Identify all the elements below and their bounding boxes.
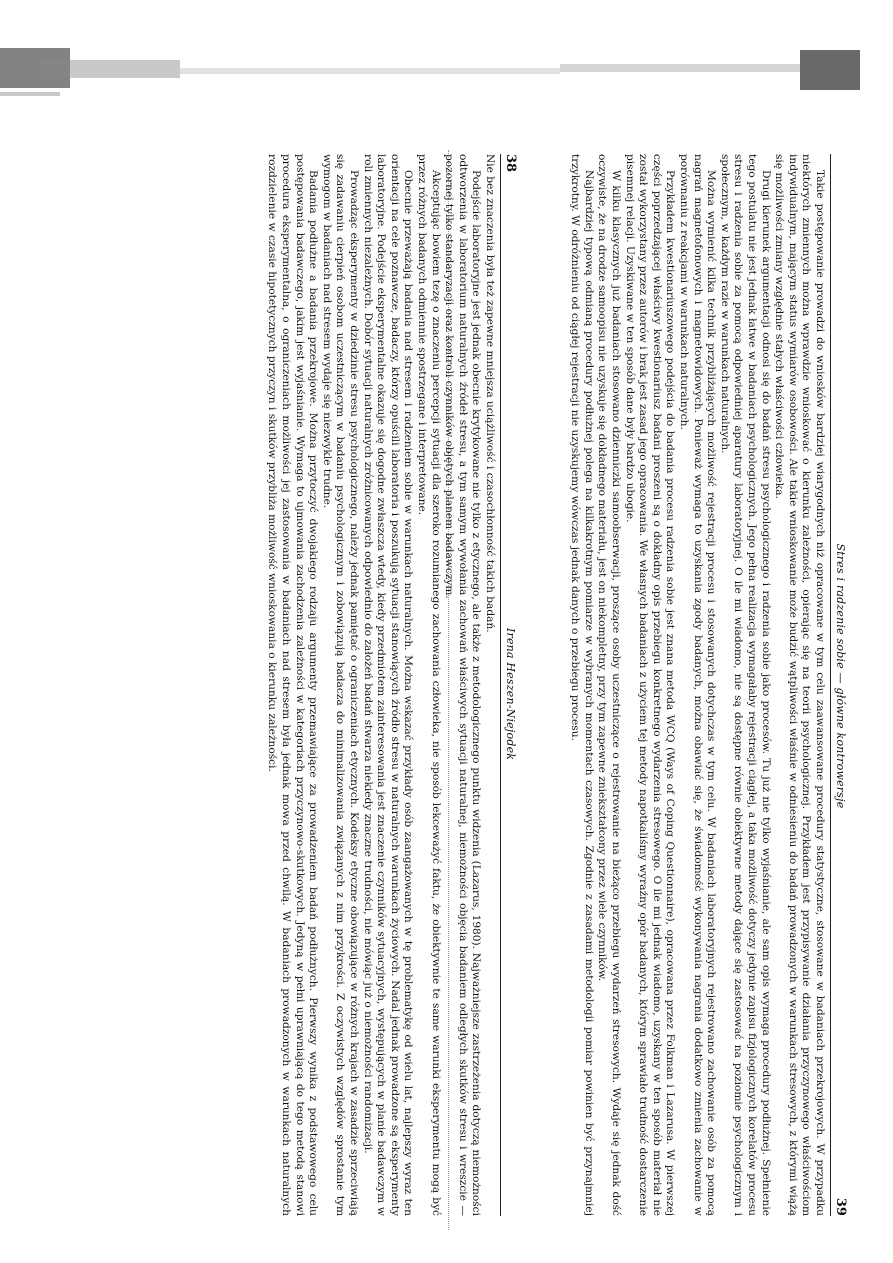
paragraph: Można wymienić kilka technik przybliżających możliwość rejestracji procesu i stosowanych dotychczas w tym celu. W badaniach laboratoryjnych rejestrowano zachowanie osób za pomocą nagrań magnetofonowych i magnetowidowych. Ponieważ wymaga to uzyskania zgody badanych, można obawiać się, że świadomość wykonywania nagrania dodatkowo zmienia zachowanie w porównaniu z reakcjami w warunkach naturalnych. xyxy=(678,154,718,1216)
right-page-number: 39 xyxy=(833,1197,848,1216)
right-body-text xyxy=(568,154,826,1216)
right-running-head xyxy=(830,154,848,1216)
paragraph: Nie bez znaczenia była też zapewne mniejsza uciążliwość i czasochłonność takich badań. xyxy=(484,154,496,633)
right-page xyxy=(455,150,850,1220)
paragraph: Przykładem kwestionariuszowego podejścia do badania procesu radzenia sobie jest znana metoda WCQ (Ways of Coping Questionnaire), opracowana przez Folkman i Lazarusa. W pierwszej części poprzedzającej właściwy kwestionariusz badani proszeni są o dokładny opis przebiegu konkretnego wydarzenia stresowego. O ile mi jednak wiadomo, uzyskany w ten sposób materiał nie został wykorzystany przez autorów i brak jest zasad jego opracowania. We własnych badaniach z użyciem tej metody napotkaliśmy wyraźny opór badanych, którym sprawiało trudność dostarczenie pisemnej relacji. Uzyskiwane w ten sposób dane były bardzo ubogie. xyxy=(623,154,677,1216)
left-page xyxy=(40,150,520,1220)
paragraph: Prowadząc eksperymenty w dziedzinie stresu psychologicznego, należy jednak pamiętać o ograniczeniach etycznych. Kodeksy etyczne obowiązujące w różnych krajach w zasadzie sprzeciwiają się zadawaniu cierpień osobom uczestniczącym w badaniu psychologicznym i zobowiązują badacza do minimalizowania związanych z nim przykrości. Z oczywistych względów sprostanie tym wymogom w badaniach nad stresem wydaje się niezwykle trudne. xyxy=(320,154,361,1216)
paragraph: Drugi kierunek argumentacji odnosi się do badań stresu psychologicznego i radzenia sobie jako procesów. Tu już nie tylko wyjaśnianie, ale sam opis wymaga procedury podłużnej. Spełnienie tego postulatu nie jest jednak łatwe w badaniach psychologicznych. Jego pełna realizacja wymagałaby rejestracji ciągłej, a taka możliwość dotyczy jedynie zapisu fizjologicznych korelatów procesu stresu i radzenia sobie za pomocą odpowiedniej aparatury laboratoryjnej. O ile mi wiadomo, nie są dostępne równie obiektywne metody dające się zastosować na poziomie psychologicznym i społecznym, w każdym razie w warunkach naturalnych. xyxy=(718,154,772,1216)
left-running-title: Irena Heszen-Niejodek xyxy=(504,627,517,761)
right-running-title: Stres i radzenie sobie — główne kontrowersje xyxy=(834,543,847,809)
paragraph: Badania podłużne a badania przekrojowe. Można przytoczyć dwojakiego rodzaju argumenty przemawiające za prowadzeniem badań podłużnych. Pierwszy wynika z podstawowego celu postępowania badawczego, jakim jest wyjaśnianie. Wymaga to ujmowania zachodzenia zależności w kategoriach przyczynowo-skutkowych. Jedyną w pełni uprawniającą do tego metodą stanowi procedura eksperymentalna, o ograniczeniach możliwości jej zastosowania w badaniach nad stresem była jednak mowa przed chwilą. W badaniach prowadzonych w warunkach naturalnych rozdzielenie w czasie hipotetycznych przyczyn i skutków przybliża możliwość wnioskowania o kierunku zależności. xyxy=(266,154,320,1216)
paragraph: Obecnie przeważają badania nad stresem i radzeniem sobie w warunkach naturalnych. Można wskazać przykłady osób zaangażowanych w tę problematykę od wielu lat, najlepszy wyraz ten orientacji na cele poznawcze, badaczy, którzy opuścili laboratoria i poszukują sytuacji stanowiących źródło stresu w naturalnych warunkach życiowych. Nadal jednak prowadzone są eksperymenty laboratoryjne. Podejście eksperymentalne okazuje się dogodne zwłaszcza wtedy, kiedy przedmiotem zainteresowania jest znaczenie czynników sytuacyjnych, występujących w planie badawczym w roli zmiennych niezależnych. Dobór sytuacji naturalnych zróżnicowanych odpowiednio do założeń badań stwarza niekiedy znaczne trudności, nie mówiąc już o niemożności randomizacji. xyxy=(361,154,415,1216)
paragraph: Najbardziej typową odmianą procedury podłużnej polega na kilkakrotnym pomiarze w wybranych momentach czasowych. Zgodnie z zasadami metodologii pomiar powinien być przynajmniej trzykrotny. W odróżnieniu od ciągłej rejestracji nie uzyskujemy wówczas jednak danych o przebiegu procesu. xyxy=(569,154,595,1216)
scan-shadow-edge xyxy=(0,40,893,120)
paragraph: Takie postępowanie prowadzi do wniosków bardziej wiarygodnych niż opracowane w tym celu zaawansowane procedury statystyczne, stosowane w badaniach przekrojowych. W przypadku niektórych zmiennych można wprawdzie wnioskować o kierunku zależności, opierając się na teorii psychologicznej. Przykładem jest przypisywanie działania przyczynowego właściwościom indywidualnym, mającym status wymiarów osobowości. Ale takie wnioskowanie może budzić wątpliwości właśnie w odniesieniu do badań prowadzonych w warunkach stresowych, z którymi wiążą się możliwości zmiany względnie stałych właściwości człowieka. xyxy=(773,154,826,1216)
paragraph: Podejście laboratoryjne jest jednak obecnie krytykowane nie tylko z etycznego, ale także z metodologicznego punktu widzenia (Lazarus, 1980). Najważniejsze zastrzeżenia dotyczą niemożności odtworzenia w laboratorium naturalnych źródeł stresu, a tym samym wywołania zachowań właściwych sytuacji naturalnej, niemożności objęcia badaniem odległych skutków stresu i wreszcie — pozornej tylko standaryzacji oraz kontroli czynników objętych planem badawczym. xyxy=(443,154,483,1216)
paragraph: W kilku klasycznych już badaniach stosowano dzienniczki samoobserwacji, proszące osoby uczestniczące o rejestrowanie na bieżąco przebiegu wydarzeń stresowych. Wydaje się jednak dość oczywiste, że na drodze samoopisu nie uzyskuje się dokładnego materiału, jest on niekompletny, przy tym zapewne zniekształcony przez wiele czynników. xyxy=(596,154,623,1216)
paragraph: Akceptując bowiem tezę o znaczeniu percepcji sytuacji dla szeroko rozumianego zachowania człowieka, nie sposób lekceważyć faktu, że obiektywnie te same warunki eksperymentu mogą być przez różnych badanych odmiennie spostrzegane i interpretowane. xyxy=(416,154,442,1216)
left-page-number: 38 xyxy=(503,154,518,173)
